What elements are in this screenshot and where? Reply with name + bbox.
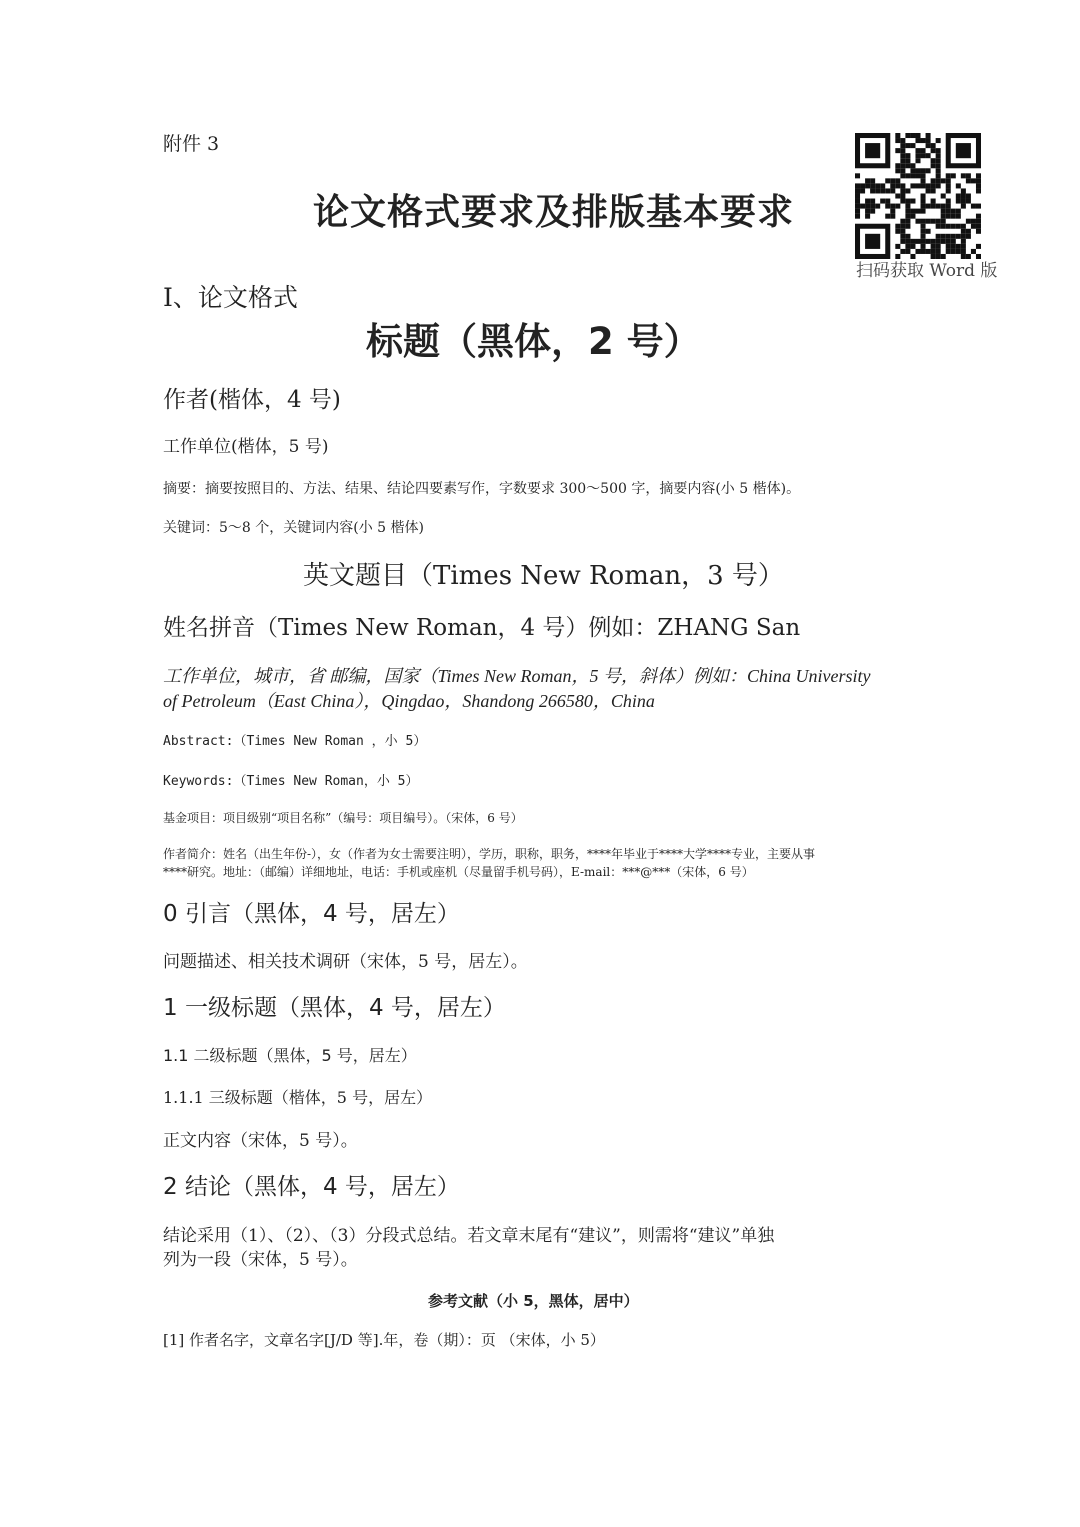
qr-module [900, 138, 905, 143]
qr-module [890, 214, 895, 219]
qr-module [905, 214, 910, 219]
introduction-text: 问题描述、相关技术调研（宋体，5 号，居左）。 [163, 952, 528, 972]
qr-module [905, 209, 910, 214]
keywords-cn-example: 关键词：5～8 个，关键词内容(小 5 楷体) [163, 520, 424, 536]
qr-module [921, 153, 926, 158]
qr-module [915, 153, 920, 158]
qr-module [946, 239, 951, 244]
qr-module [946, 204, 951, 209]
qr-module [971, 204, 976, 209]
qr-module [895, 178, 900, 183]
qr-module [900, 163, 905, 168]
attachment-label: 附件 3 [163, 133, 220, 155]
qr-module [870, 209, 875, 214]
qr-module [976, 188, 981, 193]
qr-module [936, 178, 941, 183]
qr-module [926, 143, 931, 148]
qr-module [971, 249, 976, 254]
fund-note: 基金项目：项目级别“项目名称”（编号：项目编号）。（宋体，6 号） [163, 811, 523, 825]
qr-module [961, 239, 966, 244]
section-heading: Ⅰ、论文格式 [163, 283, 298, 312]
qr-module [865, 209, 870, 214]
qr-module [961, 193, 966, 198]
qr-module [966, 178, 971, 183]
qr-module [900, 193, 905, 198]
qr-module [936, 153, 941, 158]
qr-module [915, 209, 920, 214]
qr-module [895, 229, 900, 234]
qr-module [941, 224, 946, 229]
qr-module [946, 173, 951, 178]
qr-module [931, 199, 936, 204]
qr-module [860, 183, 865, 188]
qr-module [915, 138, 920, 143]
qr-module [951, 214, 956, 219]
qr-module [976, 219, 981, 224]
qr-module [905, 153, 910, 158]
qr-module [946, 183, 951, 188]
qr-module [976, 229, 981, 234]
heading-introduction: 0 引言（黑体，4 号，居左） [163, 901, 460, 927]
paper-title-example: 标题（黑体，2 号） [366, 320, 701, 363]
qr-module [905, 249, 910, 254]
abstract-en-example: Abstract:（Times New Roman ，小 5） [163, 734, 427, 749]
qr-module [931, 244, 936, 249]
qr-module [936, 183, 941, 188]
qr-module [915, 239, 920, 244]
qr-module [936, 173, 941, 178]
qr-module [900, 143, 905, 148]
affiliation-en-line2: of Petroleum（East China），Qingdao，Shandong 266580，China [163, 691, 655, 711]
qr-module [921, 199, 926, 204]
qr-module [931, 219, 936, 224]
qr-module [905, 224, 910, 229]
qr-module [936, 224, 941, 229]
qr-module [956, 209, 961, 214]
conclusion-line1: 结论采用（1）、（2）、（3）分段式总结。若文章末尾有“建议”，则需将“建议”单独 [163, 1226, 775, 1246]
qr-module [941, 193, 946, 198]
qr-module [915, 173, 920, 178]
qr-module [875, 204, 880, 209]
qr-module [961, 229, 966, 234]
qr-module [926, 204, 931, 209]
qr-module [910, 254, 915, 259]
qr-module [905, 234, 910, 239]
qr-module [915, 168, 920, 173]
qr-module [900, 173, 905, 178]
qr-caption: 扫码获取 Word 版 [856, 261, 998, 281]
qr-module [946, 244, 951, 249]
qr-module [961, 199, 966, 204]
heading-level3: 1.1.1 三级标题（楷体，5 号，居左） [163, 1088, 433, 1107]
qr-module [921, 224, 926, 229]
qr-module [900, 234, 905, 239]
qr-module [961, 249, 966, 254]
qr-module [900, 224, 905, 229]
qr-module [931, 254, 936, 259]
qr-module [915, 183, 920, 188]
qr-module [860, 188, 865, 193]
name-pinyin-example: 姓名拼音（Times New Roman，4 号）例如：ZHANG San [163, 615, 801, 641]
qr-module [936, 244, 941, 249]
qr-module [931, 188, 936, 193]
qr-module [926, 153, 931, 158]
qr-module [900, 249, 905, 254]
qr-module [921, 244, 926, 249]
qr-module [915, 133, 920, 138]
qr-module [895, 224, 900, 229]
qr-module [910, 214, 915, 219]
qr-module [961, 204, 966, 209]
qr-module [976, 178, 981, 183]
qr-module [865, 183, 870, 188]
qr-module [946, 209, 951, 214]
qr-module [855, 204, 860, 209]
qr-module [865, 234, 880, 249]
qr-module [926, 183, 931, 188]
affiliation-en-line1: 工作单位，城市，省 邮编，国家（Times New Roman，5 号，斜体）例如：China University [163, 666, 871, 686]
qr-module [865, 178, 870, 183]
qr-module [936, 168, 941, 173]
qr-module [961, 254, 966, 259]
qr-module [966, 254, 971, 259]
qr-module [926, 219, 931, 224]
qr-module [885, 178, 890, 183]
author-example: 作者(楷体，4 号) [163, 387, 341, 413]
qr-module [931, 143, 936, 148]
qr-module [921, 239, 926, 244]
qr-module [966, 234, 971, 239]
qr-module [956, 193, 961, 198]
qr-module [926, 133, 931, 138]
qr-module [895, 204, 900, 209]
qr-module [875, 188, 880, 193]
qr-module [855, 209, 860, 214]
qr-module [976, 204, 981, 209]
qr-module [855, 188, 860, 193]
qr-module [966, 199, 971, 204]
heading-conclusion: 2 结论（黑体，4 号，居左） [163, 1174, 460, 1200]
qr-module [895, 254, 900, 259]
qr-module [946, 199, 951, 204]
qr-module [931, 158, 936, 163]
qr-module [855, 173, 860, 178]
qr-module [905, 133, 910, 138]
qr-module [855, 214, 860, 219]
qr-module [951, 224, 956, 229]
qr-module [921, 178, 926, 183]
qr-module [926, 249, 931, 254]
qr-module [936, 249, 941, 254]
qr-module [905, 188, 910, 193]
qr-module [961, 234, 966, 239]
qr-module [936, 254, 941, 259]
qr-module [900, 239, 905, 244]
references-heading: 参考文献（小 5，黑体，居中） [428, 1292, 639, 1310]
qr-module [936, 204, 941, 209]
qr-module [956, 249, 961, 254]
qr-module [961, 244, 966, 249]
qr-module [941, 209, 946, 214]
qr-module [900, 219, 905, 224]
qr-module [900, 183, 905, 188]
qr-module [865, 199, 870, 204]
qr-module [905, 244, 910, 249]
qr-module [926, 168, 931, 173]
qr-module [910, 244, 915, 249]
qr-module [885, 214, 890, 219]
qr-module [956, 214, 961, 219]
qr-module [895, 244, 900, 249]
qr-module [941, 219, 946, 224]
author-bio-line1: 作者简介：姓名（出生年份-），女（作者为女士需要注明），学历，职称，职务，****年毕业于****大学****专业，主要从事 [163, 847, 816, 861]
heading-level1: 1 一级标题（黑体，4 号，居左） [163, 995, 506, 1021]
qr-module [941, 178, 946, 183]
qr-module [926, 138, 931, 143]
qr-module [900, 188, 905, 193]
qr-module [915, 219, 920, 224]
qr-module [931, 239, 936, 244]
qr-module [855, 199, 860, 204]
qr-module [900, 148, 905, 153]
qr-module [966, 229, 971, 234]
qr-module [910, 173, 915, 178]
qr-module [885, 199, 890, 204]
qr-module [971, 178, 976, 183]
qr-module [910, 239, 915, 244]
qr-module [865, 214, 870, 219]
qr-module [905, 239, 910, 244]
qr-module [905, 173, 910, 178]
qr-module [900, 158, 905, 163]
qr-module [870, 183, 875, 188]
qr-module [905, 158, 910, 163]
qr-module [915, 158, 920, 163]
qr-module [905, 204, 910, 209]
affiliation-example: 工作单位(楷体，5 号) [163, 437, 329, 457]
qr-module [936, 219, 941, 224]
qr-module [936, 234, 941, 239]
qr-module [961, 224, 966, 229]
qr-module [926, 229, 931, 234]
qr-module [956, 244, 961, 249]
qr-module [926, 188, 931, 193]
qr-module [931, 148, 936, 153]
qr-module [870, 199, 875, 204]
qr-module [890, 183, 895, 188]
qr-module [895, 183, 900, 188]
qr-module [926, 239, 931, 244]
qr-module [915, 249, 920, 254]
english-title-example: 英文题目（Times New Roman，3 号） [303, 561, 784, 591]
qr-module [976, 173, 981, 178]
qr-module [966, 173, 971, 178]
qr-module [885, 204, 890, 209]
qr-module [905, 219, 910, 224]
qr-module [860, 204, 865, 209]
qr-module [941, 204, 946, 209]
qr-module [951, 244, 956, 249]
qr-module [921, 229, 926, 234]
qr-module [890, 178, 895, 183]
qr-module [941, 254, 946, 259]
qr-module [936, 158, 941, 163]
qr-module [921, 173, 926, 178]
qr-module [865, 204, 870, 209]
qr-module [946, 178, 951, 183]
qr-module [895, 138, 900, 143]
qr-module [956, 234, 961, 239]
qr-module [900, 153, 905, 158]
conclusion-line2: 列为一段（宋体，5 号）。 [163, 1250, 358, 1270]
qr-module [895, 193, 900, 198]
qr-module [941, 239, 946, 244]
qr-module [936, 148, 941, 153]
qr-module [905, 143, 910, 148]
qr-module [895, 168, 900, 173]
qr-module [921, 219, 926, 224]
qr-module [880, 183, 885, 188]
qr-module [875, 183, 880, 188]
qr-module [895, 148, 900, 153]
qr-module [905, 163, 910, 168]
qr-module [931, 178, 936, 183]
qr-module [905, 199, 910, 204]
abstract-cn-example: 摘要：摘要按照目的、方法、结果、结论四要素写作，字数要求 300～500 字，摘要内容(小 5 楷体)。 [163, 481, 801, 497]
qr-module [855, 193, 860, 198]
qr-module [936, 239, 941, 244]
qr-module [910, 133, 915, 138]
qr-module [956, 143, 971, 158]
qr-module [910, 209, 915, 214]
qr-module [946, 234, 951, 239]
qr-module [895, 133, 900, 138]
qr-module [956, 199, 961, 204]
qr-module [951, 173, 956, 178]
qr-module [890, 188, 895, 193]
qr-module [951, 239, 956, 244]
qr-module [900, 229, 905, 234]
qr-module [885, 188, 890, 193]
qr-module [971, 224, 976, 229]
qr-module [910, 163, 915, 168]
qr-module [936, 138, 941, 143]
qr-module [976, 183, 981, 188]
qr-module [880, 188, 885, 193]
qr-module [946, 224, 951, 229]
qr-code-image [855, 133, 981, 259]
qr-module [976, 214, 981, 219]
qr-module [946, 214, 951, 219]
qr-module [855, 183, 860, 188]
qr-module [921, 193, 926, 198]
document-title: 论文格式要求及排版基本要求 [313, 191, 795, 233]
qr-module [961, 173, 966, 178]
qr-module [941, 234, 946, 239]
qr-module [976, 224, 981, 229]
qr-module [910, 168, 915, 173]
body-text: 正文内容（宋体，5 号）。 [163, 1131, 358, 1151]
qr-module [921, 234, 926, 239]
qr-module [910, 199, 915, 204]
qr-module [976, 254, 981, 259]
qr-module [951, 249, 956, 254]
qr-module [921, 183, 926, 188]
qr-module [910, 183, 915, 188]
qr-module [951, 209, 956, 214]
qr-module [956, 183, 961, 188]
qr-module [921, 138, 926, 143]
qr-module [956, 224, 961, 229]
qr-module [921, 168, 926, 173]
qr-module [870, 188, 875, 193]
qr-module [976, 244, 981, 249]
qr-module [900, 199, 905, 204]
qr-module [951, 234, 956, 239]
qr-module [921, 249, 926, 254]
qr-module [931, 249, 936, 254]
keywords-en-example: Keywords:（Times New Roman，小 5） [163, 774, 419, 789]
qr-module [946, 249, 951, 254]
qr-module [941, 214, 946, 219]
qr-module [931, 183, 936, 188]
qr-module [900, 168, 905, 173]
qr-module [880, 199, 885, 204]
reference-item: [1] 作者名字，文章名字[J/D 等].年，卷（期）：页 （宋体，小 5） [163, 1331, 605, 1349]
qr-module [931, 204, 936, 209]
qr-module [966, 193, 971, 198]
qr-module [895, 163, 900, 168]
qr-module [915, 148, 920, 153]
qr-module [946, 188, 951, 193]
qr-module [921, 148, 926, 153]
qr-module [966, 219, 971, 224]
qr-module [870, 204, 875, 209]
qr-module [936, 163, 941, 168]
qr-module [870, 178, 875, 183]
heading-level2: 1.1 二级标题（黑体，5 号，居左） [163, 1046, 417, 1065]
qr-module [921, 209, 926, 214]
qr-module [910, 143, 915, 148]
qr-module [865, 143, 880, 158]
author-bio-line2: ****研究。地址：（邮编）详细地址，电话：手机或座机（尽量留手机号码），E-mail：***@***（宋体，6 号） [163, 865, 754, 879]
qr-module [890, 209, 895, 214]
qr-module [961, 188, 966, 193]
qr-module [971, 219, 976, 224]
qr-module [921, 204, 926, 209]
qr-module [931, 163, 936, 168]
qr-module [890, 204, 895, 209]
